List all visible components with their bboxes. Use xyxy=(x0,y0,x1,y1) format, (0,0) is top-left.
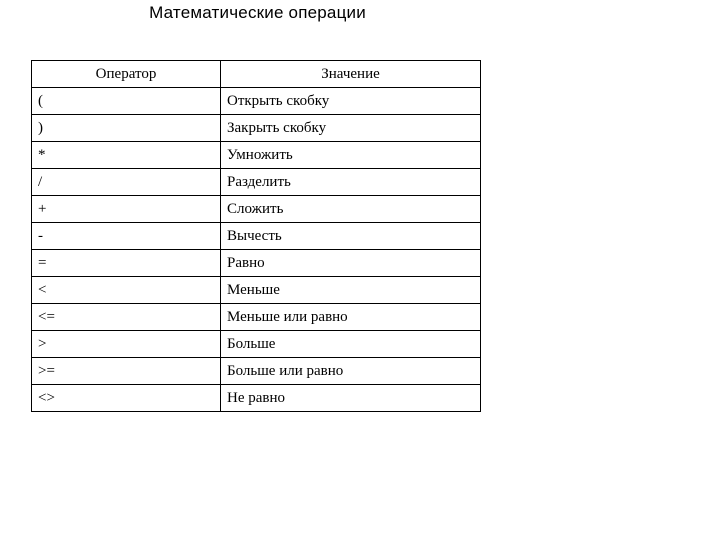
meaning-cell: Вычесть xyxy=(221,223,481,250)
header-meaning: Значение xyxy=(221,61,481,88)
table-row xyxy=(32,277,481,304)
table-header-row xyxy=(32,61,481,88)
table-row xyxy=(32,169,481,196)
operator-cell: > xyxy=(32,331,221,358)
table-row xyxy=(32,115,481,142)
operator-cell: <= xyxy=(32,304,221,331)
table-row xyxy=(32,304,481,331)
meaning-cell: Больше xyxy=(221,331,481,358)
meaning-cell: Умножить xyxy=(221,142,481,169)
header-operator: Оператор xyxy=(32,61,221,88)
operator-cell: / xyxy=(32,169,221,196)
operator-cell: * xyxy=(32,142,221,169)
table-row xyxy=(32,358,481,385)
meaning-cell: Разделить xyxy=(221,169,481,196)
meaning-cell: Не равно xyxy=(221,385,481,412)
operations-table xyxy=(31,60,481,412)
operator-cell: < xyxy=(32,277,221,304)
table-row xyxy=(32,223,481,250)
table-row xyxy=(32,196,481,223)
meaning-cell: Закрыть скобку xyxy=(221,115,481,142)
table-row xyxy=(32,250,481,277)
meaning-cell: Сложить xyxy=(221,196,481,223)
meaning-cell: Открыть скобку xyxy=(221,88,481,115)
meaning-cell: Больше или равно xyxy=(221,358,481,385)
operator-cell: >= xyxy=(32,358,221,385)
table-row xyxy=(32,88,481,115)
meaning-cell: Меньше или равно xyxy=(221,304,481,331)
operator-cell: ) xyxy=(32,115,221,142)
meaning-cell: Равно xyxy=(221,250,481,277)
operator-cell: = xyxy=(32,250,221,277)
table-row xyxy=(32,142,481,169)
page-title: Математические операции xyxy=(149,3,366,22)
meaning-cell: Меньше xyxy=(221,277,481,304)
table-row xyxy=(32,385,481,412)
operator-cell: + xyxy=(32,196,221,223)
operator-cell: ( xyxy=(32,88,221,115)
table-row xyxy=(32,331,481,358)
operator-cell: - xyxy=(32,223,221,250)
operator-cell: <> xyxy=(32,385,221,412)
